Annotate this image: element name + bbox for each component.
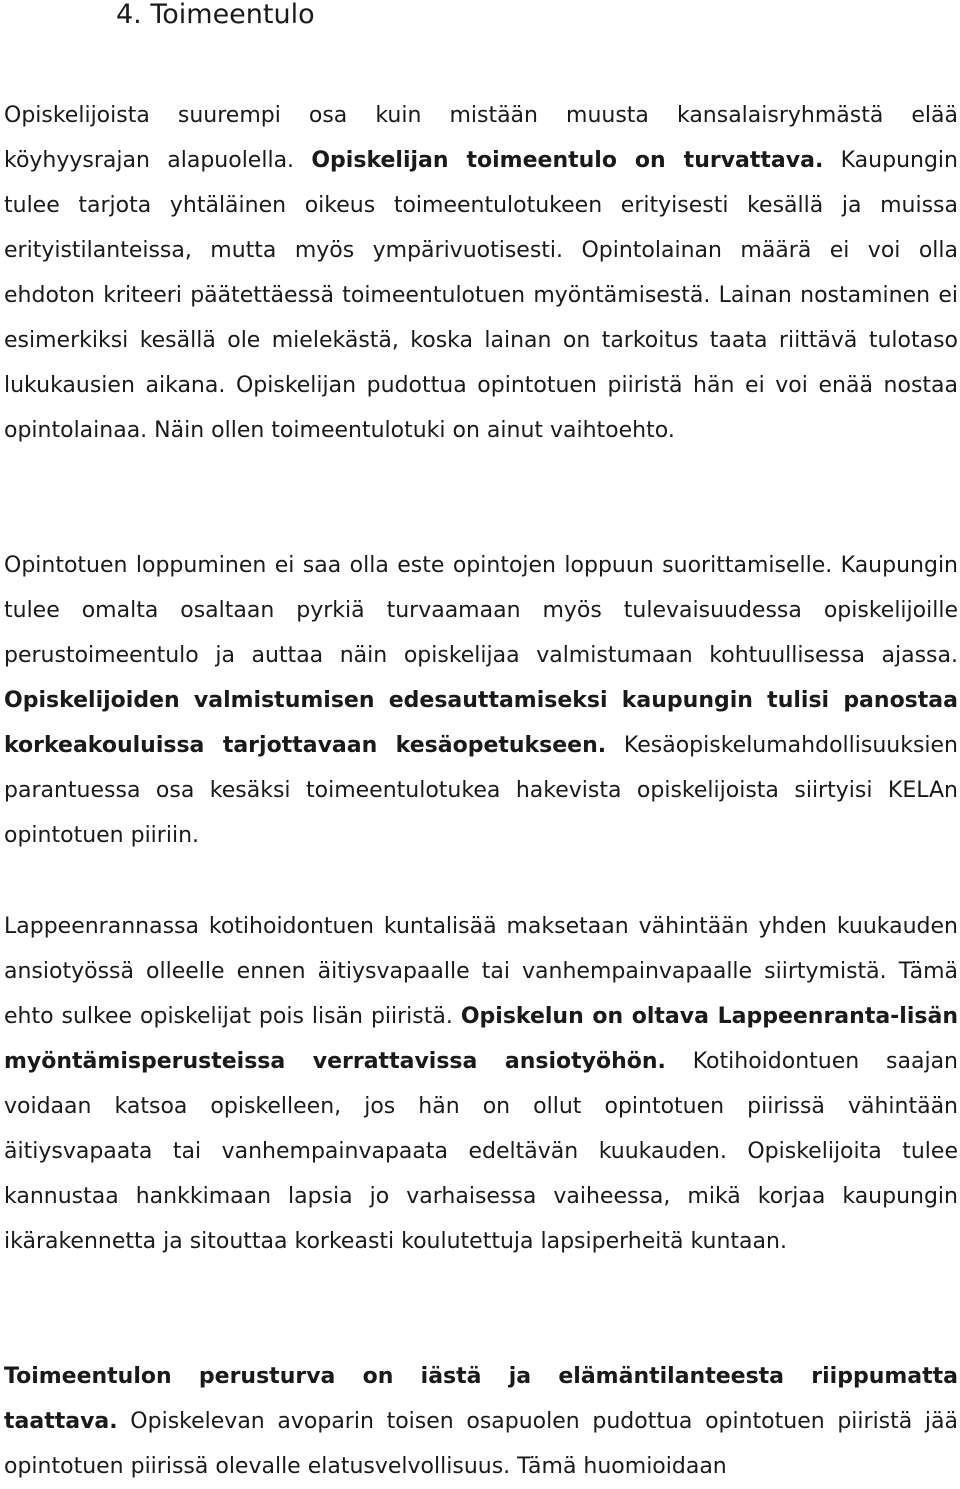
paragraph-text: Kaupungin tulee tarjota yhtäläinen oikeus toimeentulotukeen erityisesti kesällä ja muissa erityistilanteissa, mutta myös ympärivuotisesti. Opintolainan määrä ei voi olla ehdoton kriteeri päätettäessä toimeentulotuen myöntämisestä. Lainan nostaminen ei esimerkiksi kesällä ole mielekästä, koska lainan on tarkoitus taata riittävä tulotaso lukukausien aikana. Opiskelijan pudottua opintotuen piiristä hän ei voi enää nostaa opintolainaa. Näin ollen toimeentulotuki on ainut vaihtoehto.: [4, 148, 958, 443]
emphasis-text: Toimeentulon perusturva on iästä ja elämäntilanteesta riippumatta taattava.: [4, 1364, 958, 1434]
emphasis-text: Opiskelijan toimeentulo on turvattava.: [311, 148, 824, 173]
paragraph-income: [4, 93, 958, 453]
emphasis-text: Opiskelun on oltava Lappeenranta-lisän myöntämisperusteissa verrattavissa ansiotyöhön.: [4, 1004, 958, 1074]
paragraph-text: Lappeenrannassa kotihoidontuen kuntalisää maksetaan vähintään yhden kuukauden ansiotyössä olleelle ennen äitiysvapaalle tai vanhempainvapaalle siirtymistä. Tämä ehto sulkee opiskelijat pois lisän piiristä.: [4, 914, 958, 1029]
paragraph-text: Opiskelevan avoparin toisen osapuolen pudottua opintotuen piiristä jää opintotuen piirissä olevalle elatusvelvollisuus. Tämä huomioidaan: [4, 1409, 958, 1479]
paragraph-basic-security: [4, 1354, 958, 1489]
paragraph-text: Kotihoidontuen saajan voidaan katsoa opiskelleen, jos hän on ollut opintotuen piirissä vähintään äitiysvapaata tai vanhempainvapaata edeltävän kuukauden. Opiskelijoita tulee kannustaa hankkimaan lapsia jo varhaisessa vaiheessa, mikä korjaa kaupungin ikärakennetta ja sitouttaa korkeasti koulutettuja lapsiperheitä kuntaan.: [4, 1049, 958, 1254]
emphasis-text: Opiskelijoiden valmistumisen edesauttamiseksi kaupungin tulisi panostaa korkeakouluissa tarjottavaan kesäopetukseen.: [4, 688, 958, 758]
paragraph-study-support: [4, 543, 958, 858]
section-heading: 4. Toimeentulo: [116, 0, 315, 30]
paragraph-text: Opintotuen loppuminen ei saa olla este opintojen loppuun suorittamiselle. Kaupungin tulee omalta osaltaan pyrkiä turvaamaan myös tulevaisuudessa opiskelijoille perustoimeentulo ja auttaa näin opiskelijaa valmistumaan kohtuullisessa ajassa.: [4, 553, 958, 668]
paragraph-text: Opiskelijoista suurempi osa kuin mistään muusta kansalaisryhmästä elää köyhyysrajan alapuolella.: [4, 103, 958, 173]
paragraph-childcare: [4, 904, 958, 1264]
paragraph-text: Kesäopiskelumahdollisuuksien parantuessa osa kesäksi toimeentulotukea hakevista opiskelijoista siirtyisi KELAn opintotuen piiriin.: [4, 733, 959, 848]
